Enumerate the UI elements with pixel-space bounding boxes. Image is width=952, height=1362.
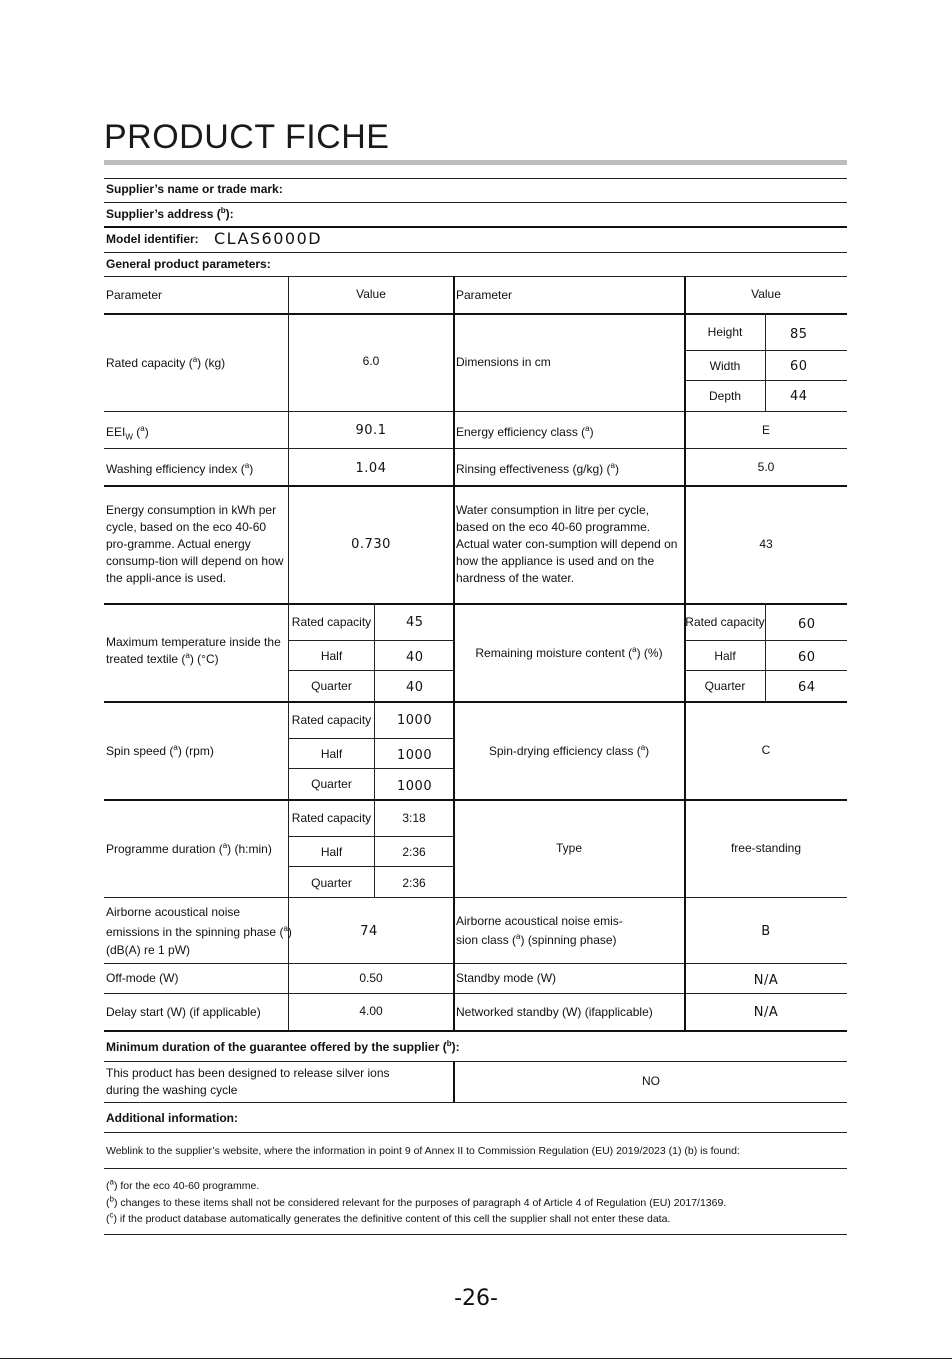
spin-speed-quarter-label: Quarter [311,777,352,791]
moisture-label: Remaining moisture content ($^a$) (%) [475,645,663,660]
moisture-rated-label: Rated capacity [685,615,765,629]
eei-value: 90.1 [355,423,387,438]
rule [289,640,454,641]
height-value: 85 [790,327,808,342]
rated-capacity-label: Rated capacity ($^a$) (kg) [106,355,226,370]
rule [104,252,847,253]
rinsing-label: Rinsing effectiveness (g/kg) ($^a$) [456,461,619,476]
rule [104,1168,847,1169]
noise-label-line3: (dB(A) re 1 pW) [106,943,191,957]
washing-index-value: 1.04 [355,461,387,476]
off-mode-label: Off-mode (W) [106,971,179,985]
max-temp-rated-value: 45 [406,615,424,630]
rinsing-value: 5.0 [757,460,775,474]
max-temperature-label: Maximum temperature inside the treated textile ($^a$) (°C) [106,635,281,666]
rule [104,202,847,203]
noise-class-label-line2: sion class ($^a$) (spinning phase) [456,932,617,947]
energy-class-value: E [761,423,770,437]
rule [289,768,454,769]
noise-value: 74 [360,924,378,939]
header-value-right: Value [751,287,781,301]
rule [289,738,454,739]
water-consumption-label: Water consumption in litre per cycle, based on the eco 40-60 programme. Actual water con-sumption will depend on how the appliance is used and on the hardness of the water. [456,503,678,585]
rule [765,603,766,701]
max-temp-quarter-value: 40 [406,680,424,695]
energy-consumption-value: 0.730 [351,537,391,552]
rated-capacity-value: 6.0 [362,354,380,368]
spin-speed-rated-label: Rated capacity [291,713,372,727]
delay-start-label: Delay start (W) (if applicable) [106,1005,261,1019]
max-temp-rated-label: Rated capacity [291,615,372,629]
noise-class-value: B [761,924,771,939]
rule [289,670,454,671]
rule [104,276,847,277]
height-label: Height [707,325,743,339]
rule [104,963,847,964]
width-label: Width [709,359,741,373]
rule [104,603,847,605]
off-mode-value: 0.50 [359,971,383,985]
noise-class-label-line1: Airborne acoustical noise emis- [456,914,623,928]
rule [374,701,375,799]
spin-speed-half-value: 1000 [397,748,433,763]
rule [685,670,847,671]
page-title: PRODUCT FICHE [104,118,390,156]
washing-index-label: Washing efficiency index ($^a$) [106,461,254,476]
networked-standby-value: N/A [753,1005,779,1020]
header-parameter-left: Parameter [106,288,163,302]
rule [289,866,454,867]
rule [104,313,847,315]
spin-speed-half-label: Half [320,747,343,761]
type-value: free-standing [730,841,802,855]
dimensions-label: Dimensions in cm [456,355,551,369]
networked-standby-label: Networked standby (W) (ifapplicable) [456,1005,653,1019]
additional-info-label: Additional information: [106,1111,238,1125]
rule [104,485,847,487]
general-parameters-label: General product parameters: [106,257,271,271]
duration-quarter-value: 2:36 [402,876,426,890]
rule [104,1132,847,1133]
rule [685,640,847,641]
duration-rated-label: Rated capacity [291,811,372,825]
moisture-quarter-value: 64 [798,680,816,695]
supplier-name-label: Supplier’s name or trade mark: [106,182,283,196]
delay-start-value: 4.00 [359,1004,383,1018]
duration-half-label: Half [320,845,343,859]
duration-rated-value: 3:18 [402,811,426,825]
silver-ions-line2: during the washing cycle [106,1083,238,1097]
noise-label-line2: emissions in the spinning phase ($^a$) [106,924,292,939]
rule [104,1061,847,1062]
standby-label: Standby mode (W) [456,971,557,985]
rule [104,1234,847,1235]
noise-label-line1: Airborne acoustical noise [106,905,241,919]
max-temp-half-label: Half [320,649,343,663]
silver-ions-value: NO [642,1074,660,1088]
moisture-half-label: Half [714,649,736,663]
depth-value: 44 [790,389,808,404]
type-label: Type [555,841,582,855]
spin-class-label: Spin-drying efficiency class ($^a$) [488,743,650,758]
spin-speed-rated-value: 1000 [397,713,433,728]
rule [104,1102,847,1103]
footnote-b: ($^b$) changes to these items shall not be considered relevant for the purposes of paragraph 4 of Article 4 of Regulation (EU) 2017/1369. [106,1194,727,1209]
width-value: 60 [790,359,808,374]
header-parameter-right: Parameter [456,288,513,302]
rule [374,603,375,701]
rule [104,701,847,703]
energy-class-label: Energy efficiency class ($^a$) [456,424,594,439]
supplier-address-label: Supplier’s address ($^b$): [106,206,234,221]
rule [104,448,847,449]
standby-value: N/A [753,973,779,988]
spin-class-value: C [761,743,771,757]
rule [104,799,847,801]
footnote-a: ($^a$) for the eco 40-60 programme. [106,1177,260,1192]
guarantee-label: Minimum duration of the guarantee offered by the supplier ($^b$): [106,1039,460,1054]
spin-speed-quarter-value: 1000 [397,779,433,794]
spin-speed-label: Spin speed ($^a$) (rpm) [106,743,214,758]
weblink-text: Weblink to the supplier’s website, where the information in point 9 of Annex II to Commission Regulation (EU) 2019/2023 (1) (b) is found: [106,1145,740,1157]
duration-quarter-label: Quarter [311,876,352,890]
rule [104,993,847,994]
model-identifier-value: CLAS6000D [214,229,323,248]
header-value-left: Value [356,287,386,301]
moisture-rated-value: 60 [798,617,816,632]
rule [104,1030,847,1032]
moisture-half-value: 60 [798,650,816,665]
rule [104,226,847,228]
moisture-quarter-label: Quarter [704,679,746,693]
silver-ions-line1: This product has been designed to release silver ions [106,1066,390,1080]
duration-half-value: 2:36 [402,845,426,859]
water-consumption-value: 43 [759,537,773,551]
rule [104,178,847,179]
rule [685,350,847,351]
title-underline [104,160,847,165]
max-temp-half-value: 40 [406,650,424,665]
rule [685,380,847,381]
footnote-c: ($^c$) if the product database automatically generates the definitive content of this cell the supplier shall not enter these data. [106,1210,671,1225]
depth-label: Depth [708,389,742,403]
energy-consumption-label: Energy consumption in kWh per cycle, based on the eco 40-60 pro-gramme. Actual energy consump-tion will depend on how the appli-ance is used. [106,503,284,585]
max-temp-quarter-label: Quarter [311,679,352,693]
rule [104,411,847,412]
model-identifier-label: Model identifier: [106,232,199,246]
rule [289,836,454,837]
eei-label: $EEI_W$ ($^a$) [106,424,149,442]
rule [765,313,766,411]
bottom-rule [0,1358,952,1359]
page-number: -26- [454,1286,498,1311]
programme-duration-label: Programme duration ($^a$) (h:min) [106,841,272,856]
rule [104,897,847,898]
